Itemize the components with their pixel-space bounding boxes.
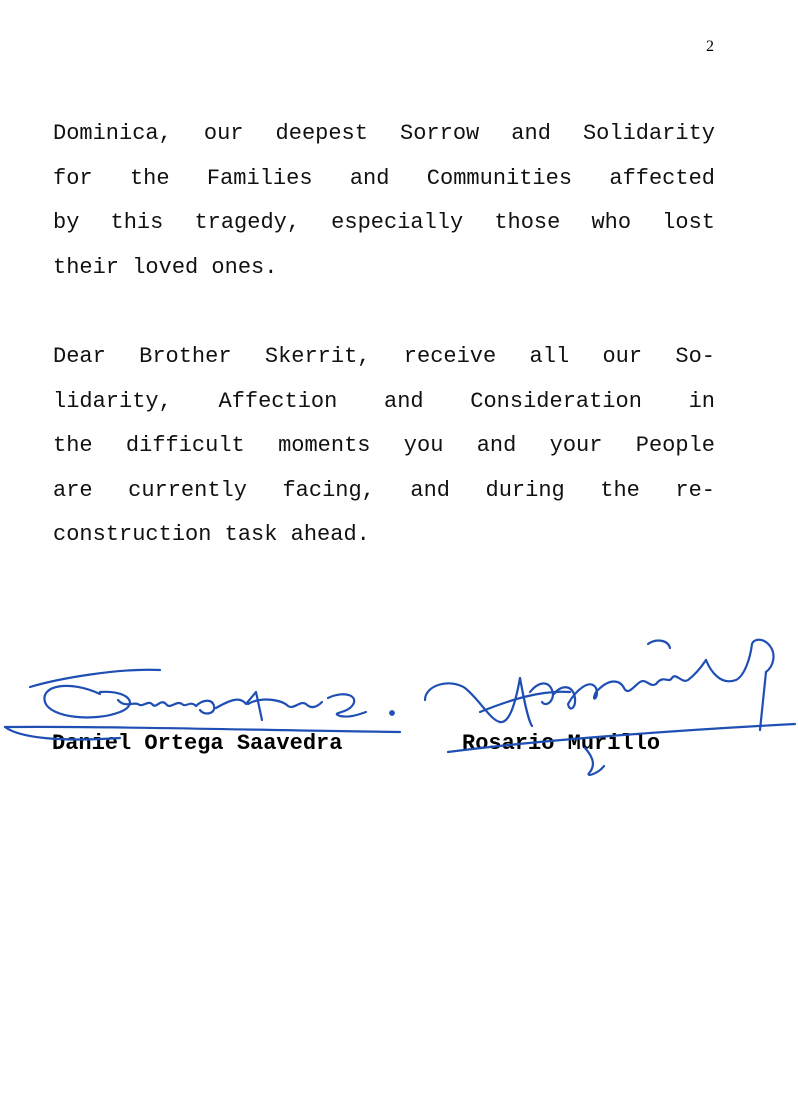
page-number: 2 xyxy=(706,38,714,55)
signatory-name-ortega: Daniel Ortega Saavedra xyxy=(52,731,343,756)
paragraph-condolences xyxy=(53,112,715,290)
paragraph-line: their loved ones. xyxy=(53,254,278,280)
paragraph-line: are currently facing, and during the re- xyxy=(53,477,715,503)
signatory-name-murillo: Rosario Murillo xyxy=(462,731,661,756)
paragraph-line: for the Families and Communities affected xyxy=(53,165,715,191)
signature-murillo xyxy=(420,630,798,780)
paragraph-line: by this tragedy, especially those who lost xyxy=(53,210,715,235)
paragraph-line: the difficult moments you and your People xyxy=(53,433,715,458)
paragraph-line: lidarity, Affection and Consideration in xyxy=(53,388,715,414)
paragraph-line: construction task ahead. xyxy=(53,522,370,547)
paragraph-solidarity xyxy=(53,335,715,558)
paragraph-line: Dominica, our deepest Sorrow and Solidarity xyxy=(53,121,715,146)
paragraph-line: Dear Brother Skerrit, receive all our So- xyxy=(53,344,715,369)
